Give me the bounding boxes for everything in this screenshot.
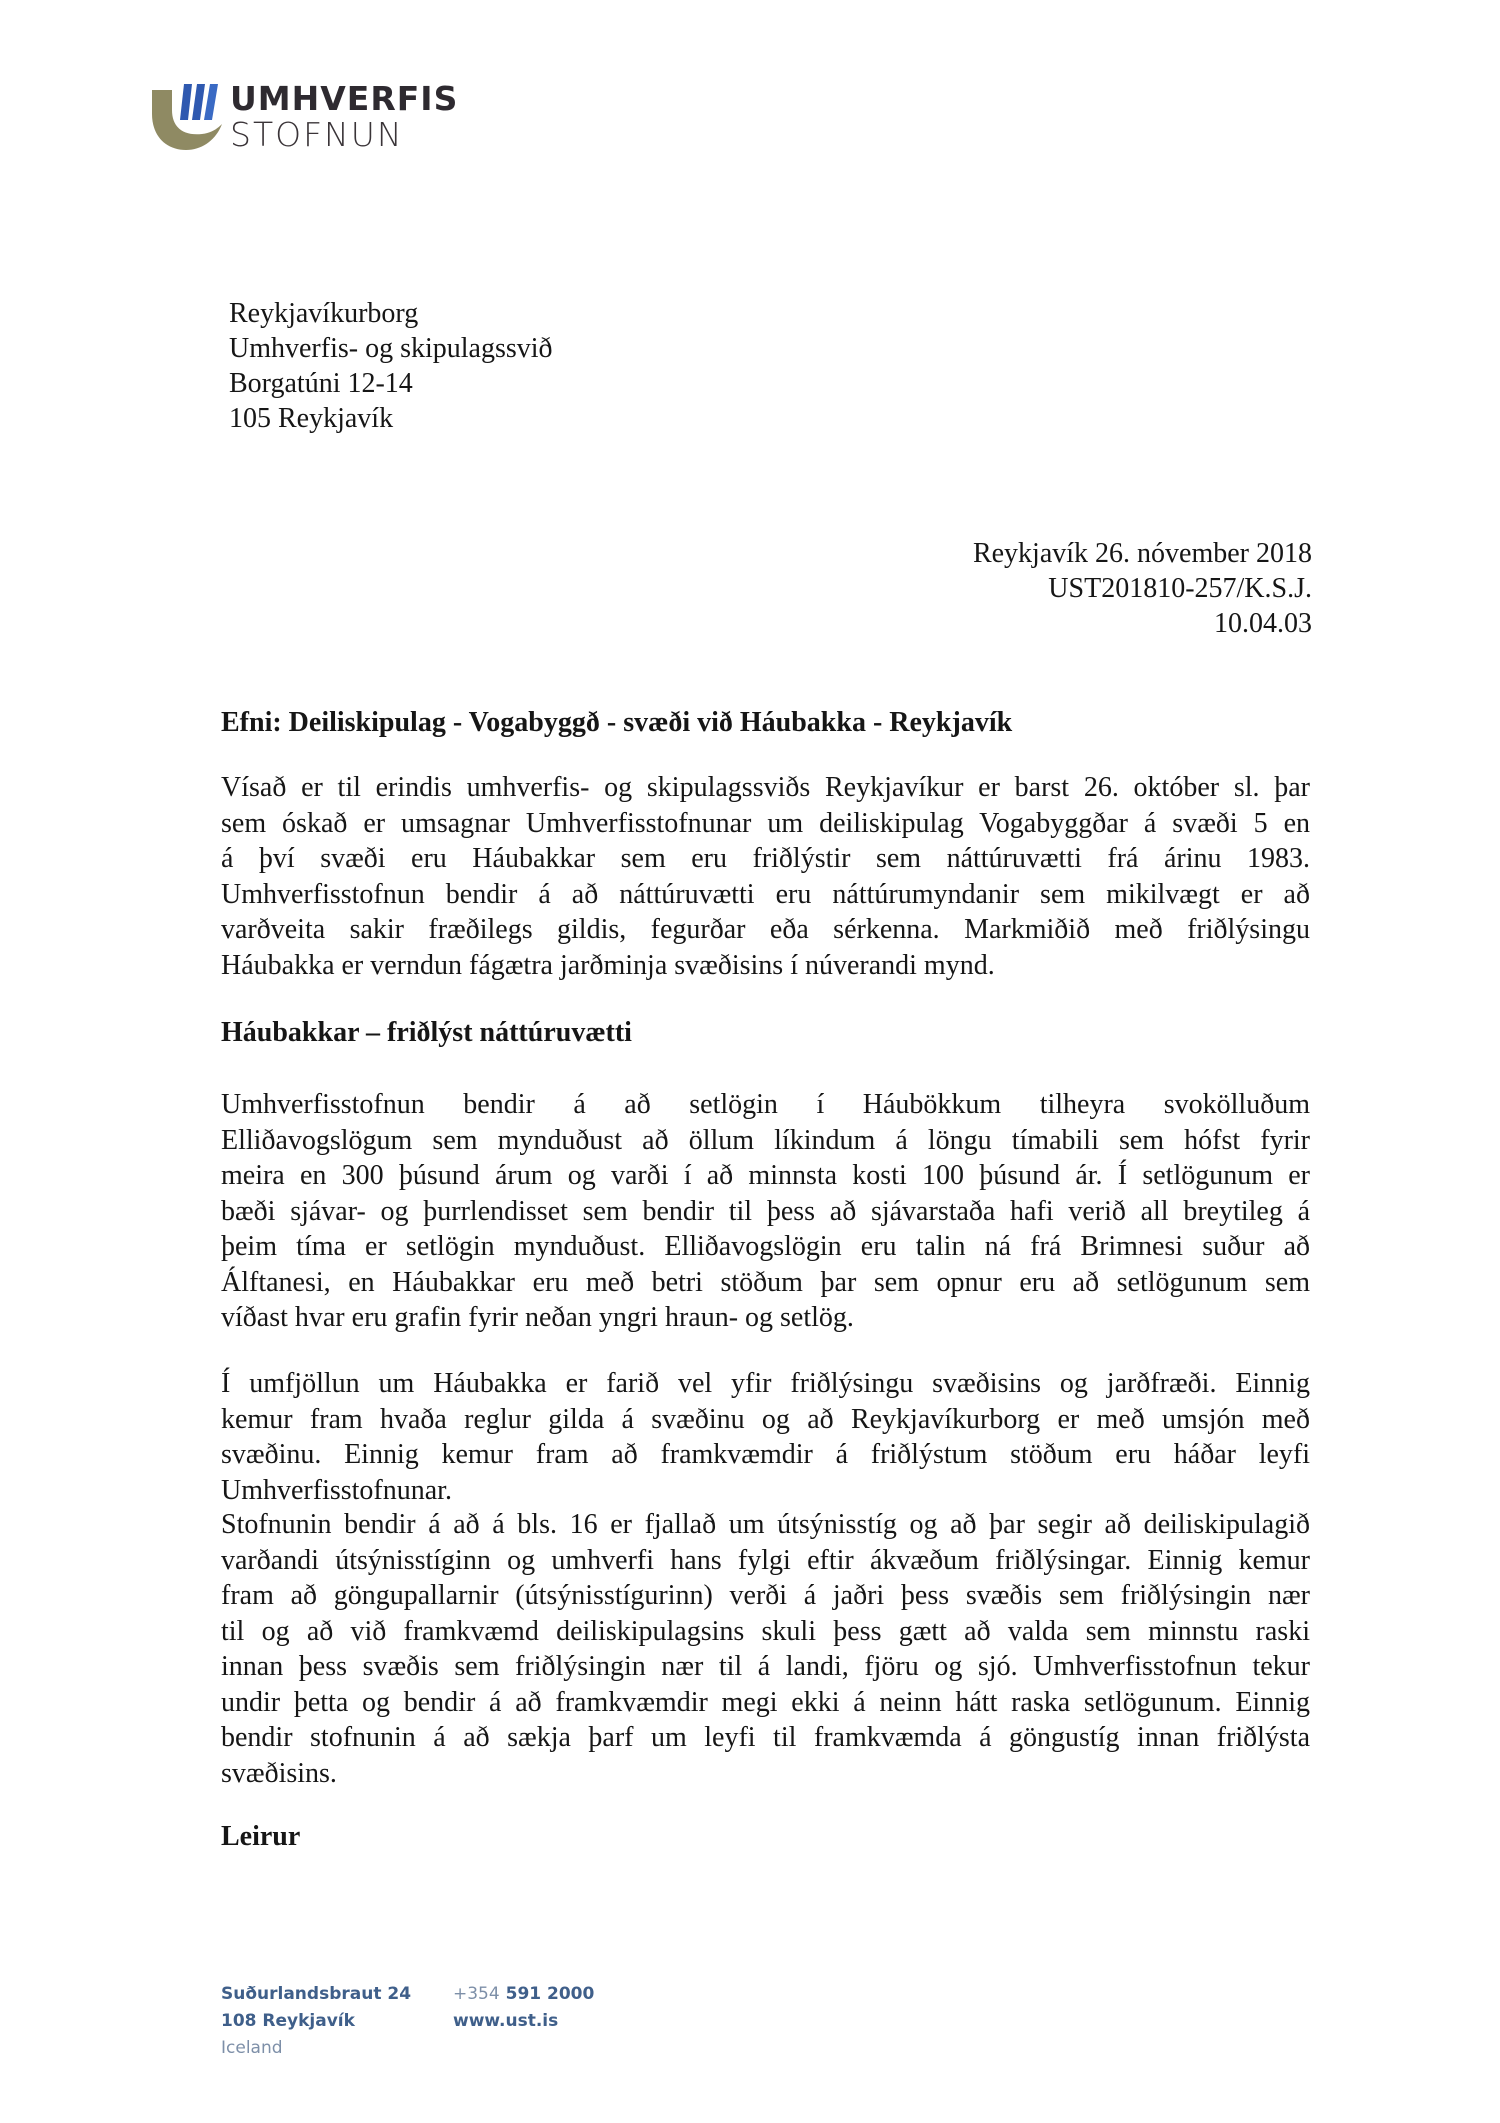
- footer-phone: [453, 1981, 594, 2008]
- footer-phone-number: 591 2000: [505, 1984, 595, 2004]
- logo-mark-icon: [150, 80, 225, 152]
- logo-text-line1: UMHVERFIS: [230, 79, 459, 118]
- paragraph-coverage: [221, 1366, 1310, 1508]
- paragraph-line: til og að við framkvæmd deiliskipulagsins skuli þess gætt að valda sem minnstu raski: [221, 1615, 1310, 1647]
- recipient-line: Borgatúni 12-14: [229, 368, 413, 399]
- paragraph-line: bendir stofnunin á að sækja þarf um leyfi til framkvæmda á göngustíg innan friðlýsta: [221, 1722, 1310, 1753]
- paragraph-viewpoint-path: [221, 1507, 1310, 1791]
- footer-phone-prefix: +354: [453, 1984, 500, 2004]
- paragraph-intro: [221, 770, 1310, 983]
- paragraph-line: varðveita sakir fræðilegs gildis, fegurðar eða sérkenna. Markmiðið með friðlýsingu: [221, 914, 1310, 945]
- section-heading-leirur: Leirur: [221, 1821, 301, 1852]
- file-code: 10.04.03: [1214, 608, 1312, 639]
- paragraph-line: fram að göngupallarnir (útsýnisstígurinn) verði á jaðri þess svæðis sem friðlýsingin nær: [221, 1580, 1310, 1611]
- paragraph-line: varðandi útsýnisstíginn og umhverfi hans fylgi eftir ákvæðum friðlýsingar. Einnig kemur: [221, 1544, 1310, 1576]
- paragraph-line: kemur fram hvaða reglur gilda á svæðinu og að Reykjavíkurborg er með umsjón með: [221, 1403, 1310, 1435]
- subject-heading: Efni: Deiliskipulag - Vogabyggð - svæði við Háubakka - Reykjavík: [221, 707, 1013, 738]
- reference-number: UST201810-257/K.S.J.: [1048, 573, 1312, 604]
- letter-date: Reykjavík 26. nóvember 2018: [972, 538, 1312, 569]
- footer-city: 108 Reykjavík: [221, 2011, 355, 2031]
- paragraph-line: Háubakka er verndun fágætra jarðminja svæðisins í núverandi mynd.: [221, 949, 995, 981]
- paragraph-line: bæði sjávar- og þurrlendisset sem bendir til þess að sjávarstaða hafi verið all breytileg á: [221, 1195, 1310, 1227]
- footer-country: Iceland: [221, 2038, 283, 2058]
- paragraph-line: Umhverfisstofnun bendir á að náttúruvætti eru náttúrumyndanir sem mikilvægt er að: [221, 878, 1310, 910]
- umhverfisstofnun-logo: [150, 80, 470, 162]
- footer-contact: [453, 1981, 594, 2035]
- paragraph-line: svæðisins.: [221, 1757, 337, 1789]
- paragraph-line: á því svæði eru Háubakkar sem eru friðlýstir sem náttúruvætti frá árinu 1983.: [221, 843, 1310, 874]
- paragraph-line: undir þetta og bendir á að framkvæmdir megi ekki á neinn hátt raska setlögunum. Einnig: [221, 1686, 1310, 1718]
- paragraph-line: sem óskað er umsagnar Umhverfisstofnunar um deiliskipulag Vogabyggðar á svæði 5 en: [221, 807, 1310, 839]
- paragraph-geology: [221, 1087, 1310, 1336]
- paragraph-line: þeim tíma er setlögin mynduðust. Elliðavogslögin eru talin ná frá Brimnesi suður að: [221, 1231, 1310, 1262]
- letter-meta: [973, 536, 1312, 641]
- paragraph-line: Álftanesi, en Háubakkar eru með betri stöðum þar sem opnur eru að setlögunum sem: [221, 1266, 1310, 1298]
- recipient-line: Reykjavíkurborg: [229, 298, 419, 329]
- footer-street: Suðurlandsbraut 24: [221, 1984, 412, 2004]
- paragraph-line: meira en 300 þúsund árum og varði í að minnsta kosti 100 þúsund ár. Í setlögunum er: [221, 1160, 1310, 1191]
- footer-address: [221, 1981, 411, 2062]
- paragraph-line: víðast hvar eru grafin fyrir neðan yngri hraun- og setlög.: [221, 1302, 854, 1333]
- footer-website[interactable]: www.ust.is: [453, 2011, 559, 2031]
- paragraph-line: Í umfjöllun um Háubakka er farið vel yfir friðlýsingu svæðisins og jarðfræði. Einnig: [221, 1368, 1310, 1399]
- paragraph-line: Stofnunin bendir á að á bls. 16 er fjallað um útsýnisstíg og að þar segir að deiliskipulagið: [221, 1509, 1310, 1540]
- paragraph-line: svæðinu. Einnig kemur fram að framkvæmdir á friðlýstum stöðum eru háðar leyfi: [221, 1439, 1310, 1470]
- recipient-line: 105 Reykjavík: [229, 403, 394, 434]
- paragraph-line: Umhverfisstofnun bendir á að setlögin í Háubökkum tilheyra svokölluðum: [221, 1089, 1310, 1120]
- section-heading-haubakkar: Háubakkar – friðlýst náttúruvætti: [221, 1017, 632, 1048]
- logo-text-line2: STOFNUN: [230, 115, 404, 154]
- paragraph-line: Elliðavogslögum sem mynduðust að öllum líkindum á löngu tímabili sem hófst fyrir: [221, 1124, 1310, 1156]
- recipient-address: [229, 296, 553, 436]
- paragraph-line: innan þess svæðis sem friðlýsingin nær til á landi, fjöru og sjó. Umhverfisstofnun tekur: [221, 1651, 1310, 1682]
- paragraph-line: Vísað er til erindis umhverfis- og skipulagssviðs Reykjavíkur er barst 26. október sl. þar: [221, 772, 1310, 803]
- recipient-line: Umhverfis- og skipulagssvið: [229, 333, 553, 364]
- paragraph-line: Umhverfisstofnunar.: [221, 1474, 452, 1506]
